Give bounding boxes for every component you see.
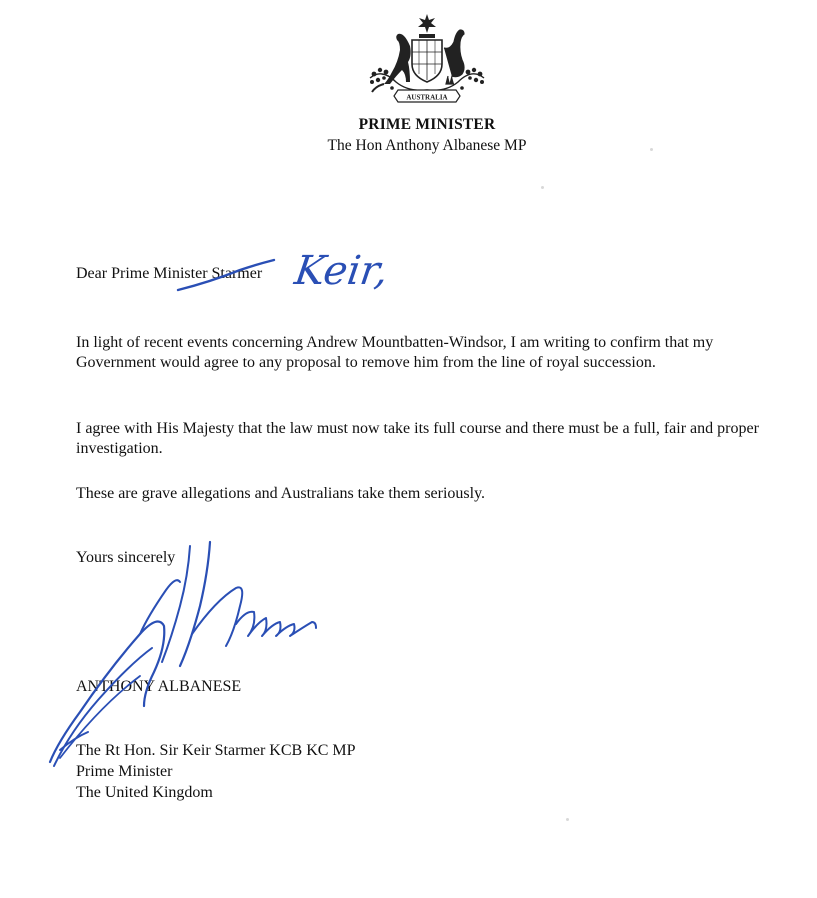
valediction: Yours sincerely (76, 549, 176, 566)
coat-of-arms-crest (362, 12, 492, 104)
letterhead-title: PRIME MINISTER (358, 116, 496, 133)
strikethrough-mark (170, 256, 280, 296)
signatory-name: ANTHONY ALBANESE (76, 678, 242, 695)
letterhead-name: The Hon Anthony Albanese MP (327, 137, 527, 154)
recipient-line-1: The Rt Hon. Sir Keir Starmer KCB KC MP (76, 742, 356, 759)
handwritten-name: Keir, (291, 248, 391, 294)
recipient-line-3: The United Kingdom (76, 784, 213, 801)
recipient-line-2: Prime Minister (76, 763, 173, 780)
star-icon (418, 14, 436, 33)
signature (40, 536, 340, 776)
body-paragraph-3: These are grave allegations and Australians take them seriously. (76, 485, 486, 502)
body-paragraph-2: I agree with His Majesty that the law must now take its full course and there must be a full, fair and proper investigation. (76, 420, 759, 457)
crest-motto: AUSTRALIA (406, 93, 448, 102)
body-paragraph-1: In light of recent events concerning Andrew Mountbatten-Windsor, I am writing to confirm that my Government would agree to any proposal to remove him from the line of royal succession. (76, 334, 714, 371)
salutation-text: Dear Prime Minister Starmer (76, 265, 263, 282)
scan-speck (566, 818, 569, 821)
scan-speck (541, 186, 544, 189)
handwritten-greeting (291, 236, 406, 304)
scan-speck (650, 148, 653, 151)
